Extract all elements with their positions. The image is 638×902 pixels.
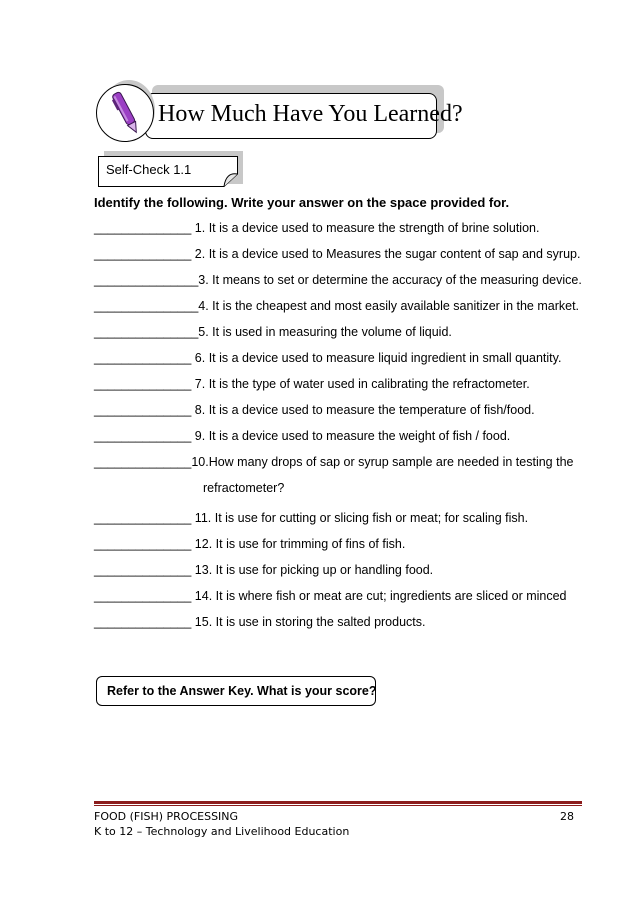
self-check-tab [98, 156, 238, 187]
section-banner [145, 93, 463, 139]
question-text: 6. It is a device used to measure liquid ingredient in small quantity. [191, 351, 562, 365]
question-item [94, 511, 528, 525]
answer-blank[interactable]: ______________ [94, 377, 192, 391]
question-text: 10.How many drops of sap or syrup sample are needed in testing the [191, 455, 574, 469]
question-item [94, 273, 582, 287]
question-text: 13. It is use for picking up or handling food. [191, 563, 434, 577]
question-text: 4. It is the cheapest and most easily available sanitizer in the market. [198, 299, 580, 313]
answer-blank[interactable]: _______________ [94, 273, 199, 287]
question-text: 2. It is a device used to Measures the sugar content of sap and syrup. [191, 247, 581, 261]
question-item [94, 377, 530, 391]
question-text: 1. It is a device used to measure the strength of brine solution. [191, 221, 540, 235]
question-item [94, 563, 433, 577]
question-item [94, 351, 561, 365]
answer-blank[interactable]: ______________ [94, 511, 192, 525]
section-title: How Much Have You Learned? [158, 101, 463, 127]
question-text: 8. It is a device used to measure the temperature of fish/food. [191, 403, 535, 417]
self-check-label: Self-Check 1.1 [106, 162, 192, 177]
question-item [94, 537, 405, 551]
page-number: 28 [560, 810, 574, 823]
answer-blank[interactable]: ______________ [94, 429, 192, 443]
question-item [94, 403, 535, 417]
question-item [94, 615, 425, 629]
answer-blank[interactable]: ______________ [94, 537, 192, 551]
answer-blank[interactable]: ______________ [94, 563, 192, 577]
answer-blank[interactable]: ______________ [94, 615, 192, 629]
score-prompt-box [96, 676, 376, 706]
footer-subject: FOOD (FISH) PROCESSING [94, 810, 239, 823]
answer-blank[interactable]: ______________ [94, 351, 192, 365]
question-text: 7. It is the type of water used in calibrating the refractometer. [191, 377, 530, 391]
question-item [94, 429, 510, 443]
question-text: 14. It is where fish or meat are cut; ingredients are sliced or minced [191, 589, 567, 603]
question-text-continuation: refractometer? [203, 481, 285, 495]
question-item [94, 247, 580, 261]
question-text: 3. It means to set or determine the accuracy of the measuring device. [198, 273, 582, 287]
answer-blank[interactable]: ______________ [94, 221, 192, 235]
footer-rule-thin [94, 805, 582, 806]
icon-circle [96, 84, 154, 142]
question-text: 9. It is a device used to measure the weight of fish / food. [191, 429, 511, 443]
answer-blank[interactable]: ______________ [94, 455, 192, 469]
question-text: 5. It is used in measuring the volume of liquid. [198, 325, 452, 339]
question-item [94, 221, 539, 235]
answer-blank[interactable]: _______________ [94, 299, 199, 313]
answer-blank[interactable]: _______________ [94, 325, 199, 339]
score-prompt: Refer to the Answer Key. What is your score? [107, 684, 377, 698]
question-text: 11. It is use for cutting or slicing fish or meat; for scaling fish. [191, 511, 529, 525]
question-text: 15. It is use in storing the salted products. [191, 615, 426, 629]
answer-blank[interactable]: ______________ [94, 589, 192, 603]
question-item [94, 455, 574, 469]
question-item [94, 299, 579, 313]
question-item [94, 325, 452, 339]
answer-blank[interactable]: ______________ [94, 247, 192, 261]
pen-icon [97, 85, 154, 142]
question-item [94, 589, 567, 603]
footer-rule [94, 801, 582, 804]
answer-blank[interactable]: ______________ [94, 403, 192, 417]
footer-program: K to 12 – Technology and Livelihood Education [94, 825, 350, 838]
instruction-text: Identify the following. Write your answer on the space provided for. [94, 195, 510, 210]
question-text: 12. It is use for trimming of fins of fish. [191, 537, 406, 551]
